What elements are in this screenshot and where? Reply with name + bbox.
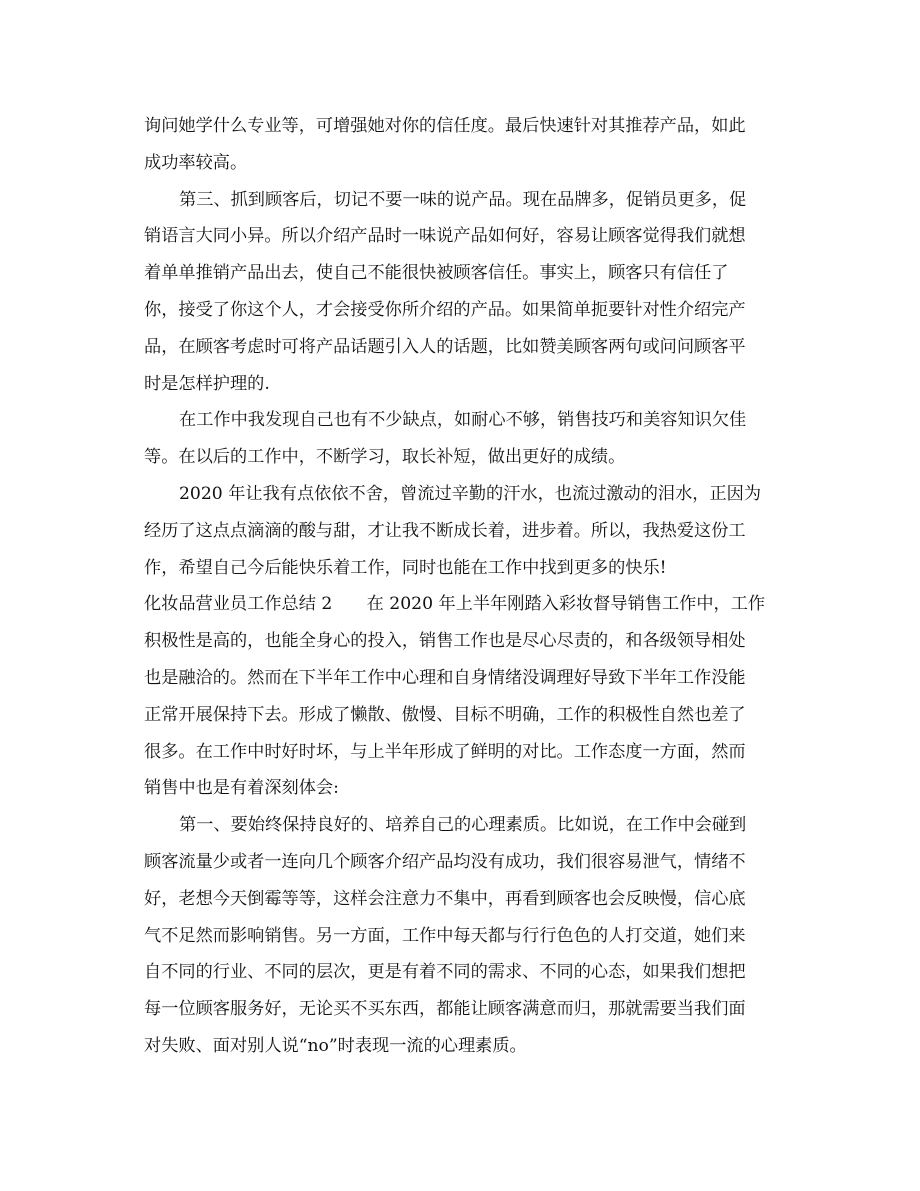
text-line: 在工作中我发现自己也有不少缺点，如耐心不够，销售技巧和美容知识欠佳 <box>179 410 747 431</box>
text-line: 正常开展保持下去。形成了懒散、傲慢、目标不明确，工作的积极性自然也差了 <box>144 704 746 725</box>
text-line: 顾客流量少或者一连向几个顾客介绍产品均没有成功，我们很容易泄气，情绪不 <box>144 851 746 872</box>
text-line: 每一位顾客服务好，无论买不买东西，都能让顾客满意而归，那就需要当我们面 <box>144 999 746 1020</box>
text-line: 成功率较高。 <box>144 152 248 173</box>
text-line: 很多。在工作中时好时坏，与上半年形成了鲜明的对比。工作态度一方面，然而 <box>144 741 746 762</box>
text-line: 自不同的行业、不同的层次，更是有着不同的需求、不同的心态，如果我们想把 <box>144 962 746 983</box>
text-line: 时是怎样护理的. <box>144 373 270 394</box>
text-line: 对失败、面对别人说“no”时表现一流的心理素质。 <box>144 1035 527 1056</box>
text-line: 积极性是高的，也能全身心的投入，销售工作也是尽心尽责的，和各级领导相处 <box>144 631 746 652</box>
text-line: 销语言大同小异。所以介绍产品时一味说产品如何好，容易让顾客觉得我们就想 <box>144 226 746 247</box>
text-line: 第三、抓到顾客后，切记不要一味的说产品。现在品牌多，促销员更多，促 <box>179 189 747 210</box>
text-line: 着单单推销产品出去，使自己不能很快被顾客信任。事实上，顾客只有信任了 <box>144 263 729 284</box>
text-line: 作，希望自己今后能快乐着工作，同时也能在工作中找到更多的快乐! <box>144 557 667 578</box>
document-body <box>144 108 778 1065</box>
text-line: 气不足然而影响销售。另一方面，工作中每天都与行行色色的人打交道，她们来 <box>144 925 746 946</box>
text-line: 询问她学什么专业等，可增强她对你的信任度。最后快速针对其推荐产品，如此 <box>144 116 746 136</box>
text-line: 也是融洽的。然而在下半年工作中心理和自身情绪没调理好导致下半年工作没能 <box>144 667 746 688</box>
text-line: 销售中也是有着深刻体会: <box>144 778 339 799</box>
text-line: 你，接受了你这个人，才会接受你所介绍的产品。如果简单扼要针对性介绍完产 <box>144 299 746 320</box>
text-line: 品，在顾客考虑时可将产品话题引入人的话题，比如赞美顾客两句或问问顾客平 <box>144 336 746 357</box>
text-line: 等。在以后的工作中，不断学习，取长补短，做出更好的成绩。 <box>144 447 626 468</box>
text-line: 经历了这点点滴滴的酸与甜，才让我不断成长着，进步着。所以，我热爱这份工 <box>144 520 746 541</box>
text-line: 第一、要始终保持良好的、培养自己的心理素质。比如说，在工作中会碰到 <box>179 815 747 836</box>
text-line: 2020 年让我有点依依不舍，曾流过辛勤的汗水，也流过激动的泪水，正因为 <box>179 483 762 504</box>
text-line: 好，老想今天倒霉等等，这样会注意力不集中，再看到顾客也会反映慢，信心底 <box>144 888 746 909</box>
text-line: 化妆品营业员工作总结 2 在 2020 年上半年刚踏入彩妆督导销售工作中，工作 <box>144 594 766 615</box>
